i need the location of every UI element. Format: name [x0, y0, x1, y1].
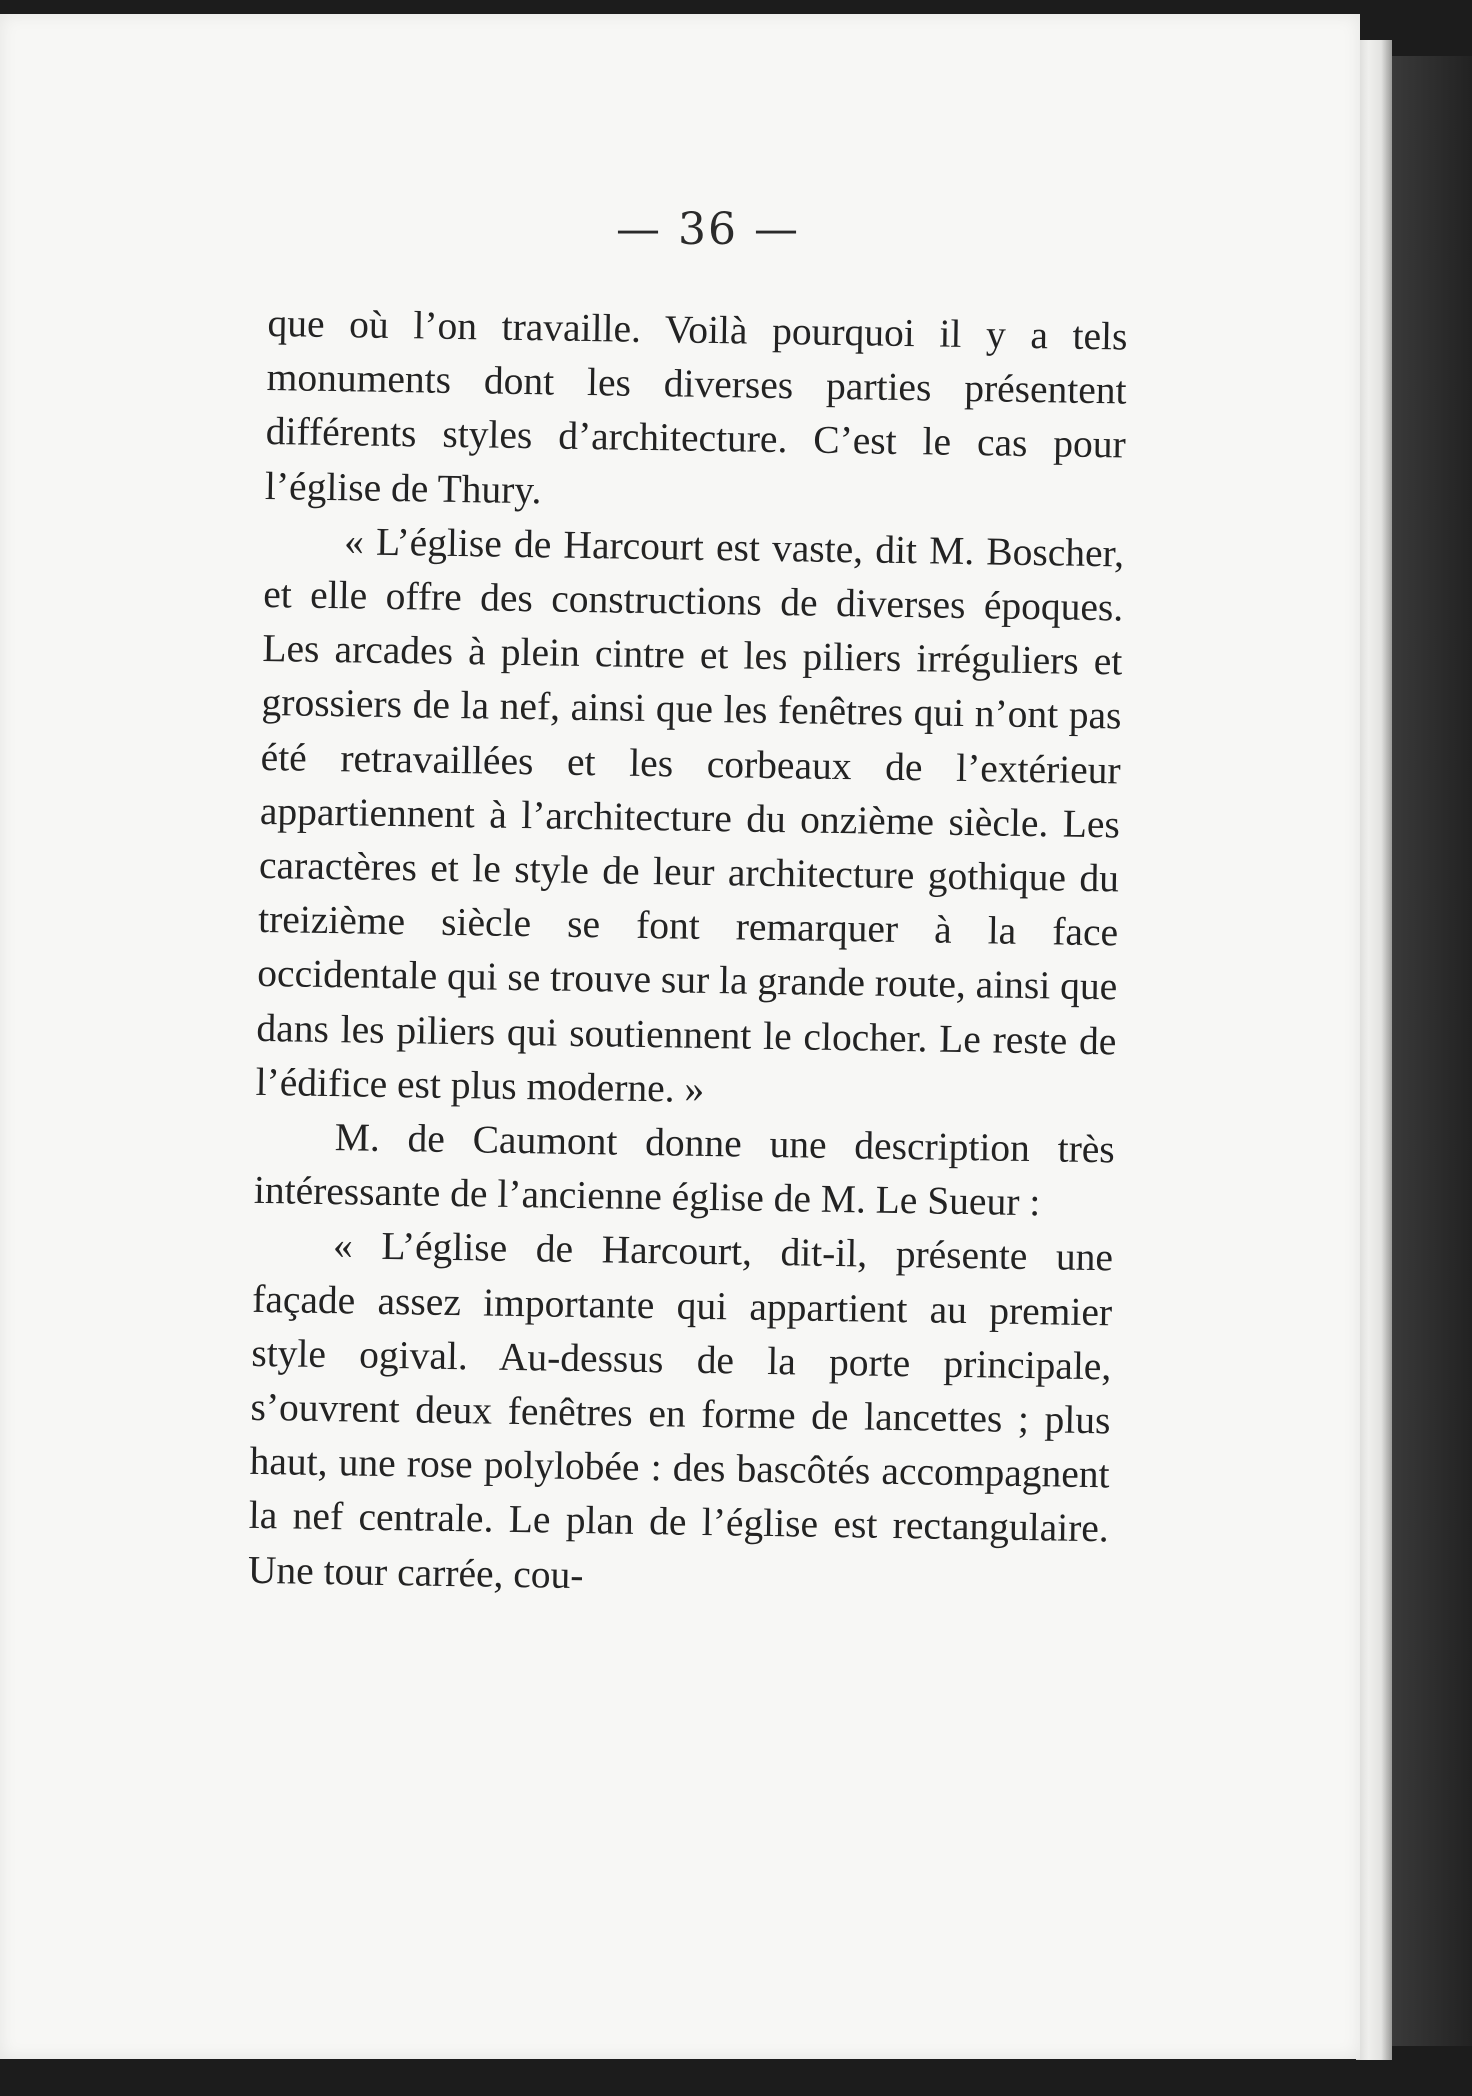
book-binding-shadow	[1392, 56, 1472, 2046]
page-edge	[1356, 40, 1392, 2060]
paragraph-3: M. de Caumont donne une description très intéressante de l’ancienne église de M. Le Sueur :	[253, 1115, 1116, 1225]
paragraph-4: « L’église de Harcourt, dit-il, présente une façade assez importante qui appartient au premier style ogival. Au-dessus de la porte principale, s’ouvrent deux fenêtres en forme de lancettes ; plus haut, une rose polylobée : des bascôtés accompagnent la nef centrale. Le plan de l’église est rectangulaire. Une tour carrée, cou-	[247, 1223, 1114, 1597]
body-text	[248, 296, 1128, 1610]
paragraph-2: « L’église de Harcourt est vaste, dit M. Boscher, et elle offre des constructions de diverses époques. Les arcades à plein cintre et les piliers irréguliers et grossiers de la nef, ainsi que les fenêtres qui n’ont pas été retravaillées et les corbeaux de l’extérieur appartiennent à l’architecture du onzième siècle. Les caractères et le style de leur architecture gothique du treizième siècle se font remarquer à la face occidentale qui se trouve sur la grande route, ainsi que dans les piliers qui soutiennent le clocher. Le reste de l’édifice est plus moderne. »	[255, 519, 1125, 1111]
paragraph-1: que où l’on travaille. Voilà pourquoi il y a tels monuments dont les diverses parties présentent différents styles d’architecture. C’est le cas pour l’église de Thury.	[264, 300, 1128, 512]
page-number	[0, 204, 1472, 255]
page-number-text: — 36 —	[616, 204, 800, 255]
